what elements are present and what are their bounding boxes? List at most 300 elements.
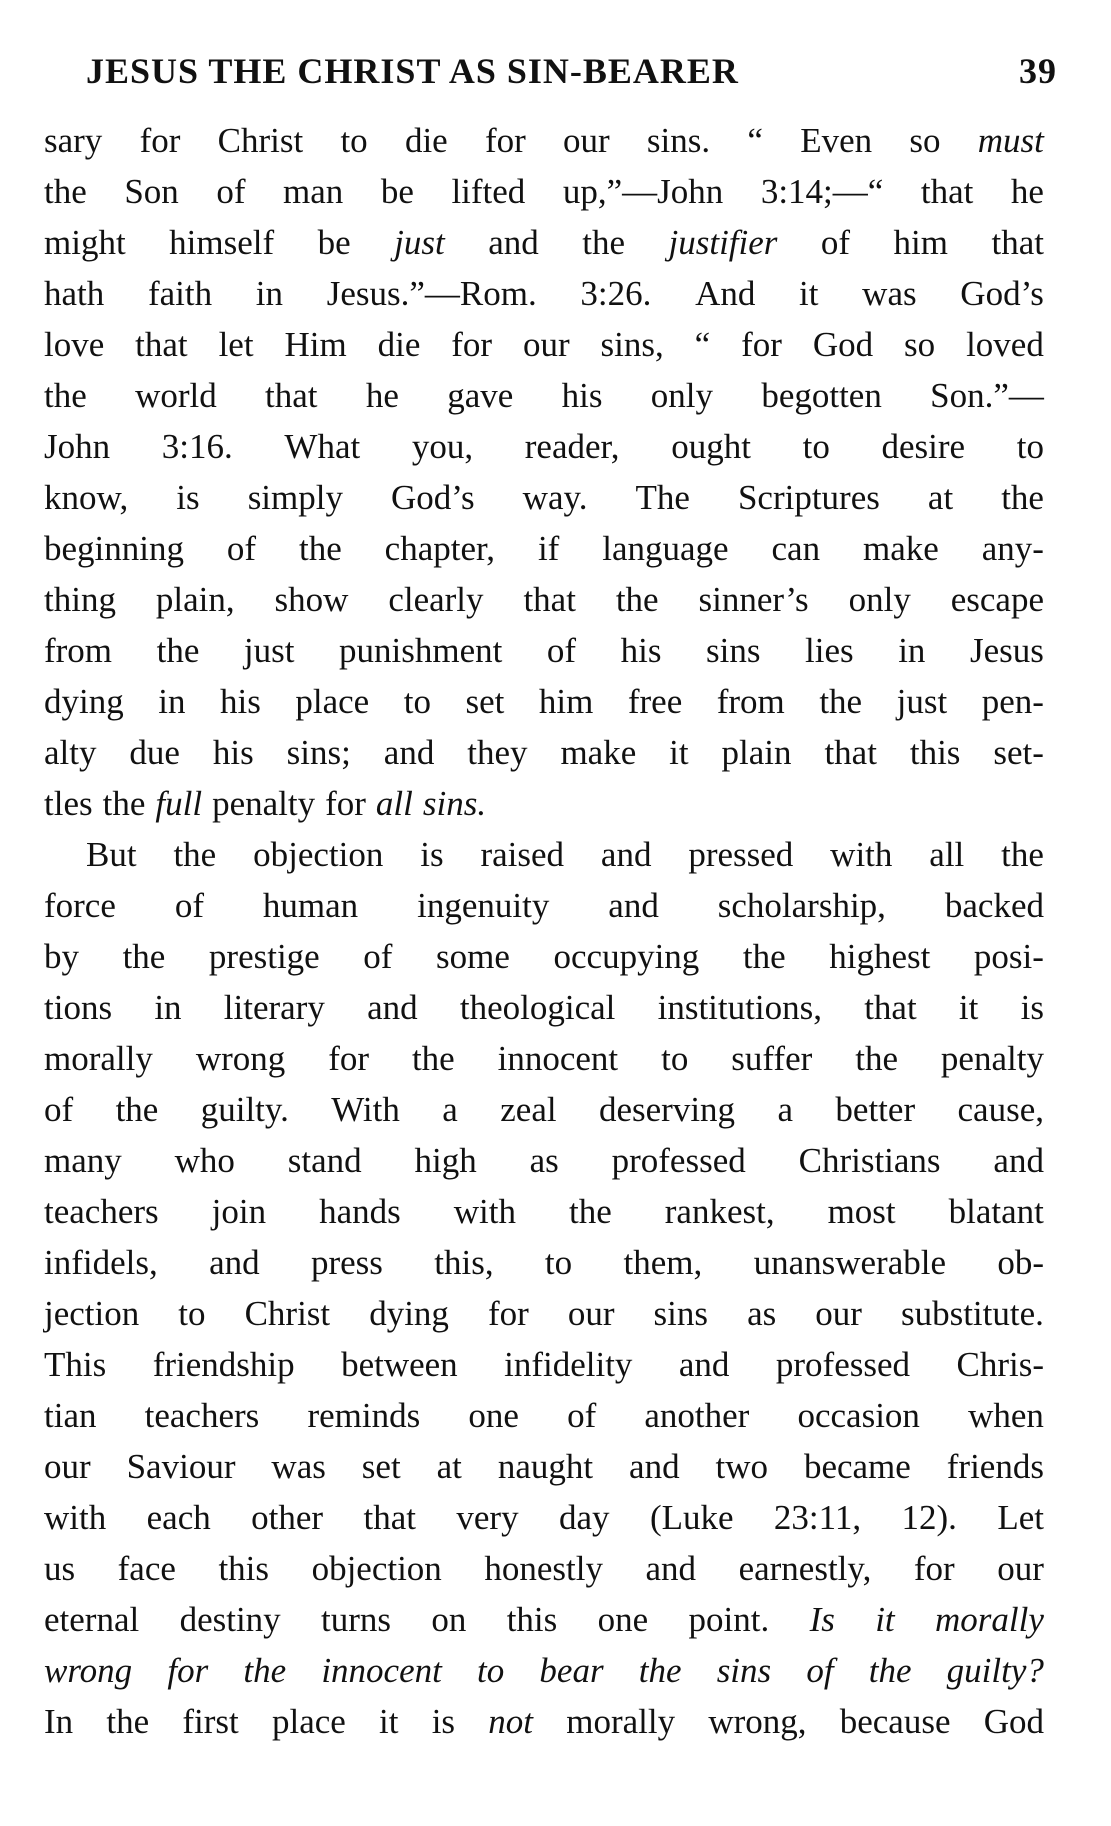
word: dying	[369, 1294, 449, 1333]
word: guilty?	[946, 1651, 1044, 1690]
word: teachers	[44, 1192, 159, 1231]
word: sins.	[422, 784, 487, 823]
word: plain	[721, 733, 792, 772]
word: the	[638, 1651, 682, 1690]
word: objection	[311, 1549, 442, 1588]
word: set	[361, 1447, 401, 1486]
word: at	[927, 478, 954, 517]
word: in	[158, 682, 186, 721]
word: backed	[944, 886, 1044, 925]
word: rankest,	[664, 1192, 775, 1231]
word: and	[367, 988, 418, 1027]
word: God	[812, 325, 874, 364]
word: with	[453, 1192, 516, 1231]
word: just	[243, 631, 295, 670]
word: punishment	[339, 631, 503, 670]
word: sins	[716, 1651, 772, 1690]
word: ob-	[997, 1243, 1044, 1282]
word: hands	[319, 1192, 401, 1231]
body-text	[44, 115, 1044, 1747]
word: a	[442, 1090, 458, 1129]
word: friends	[946, 1447, 1044, 1486]
word: sins,	[600, 325, 664, 364]
word: gave	[447, 376, 514, 415]
word: must	[977, 121, 1044, 160]
word: that	[920, 172, 974, 211]
word: that	[864, 988, 917, 1027]
word: is	[431, 1702, 456, 1741]
word: cause,	[957, 1090, 1044, 1129]
word: each	[146, 1498, 211, 1537]
word: this	[909, 733, 961, 772]
word: in	[154, 988, 182, 1027]
word: to	[340, 121, 368, 160]
word: our	[563, 121, 610, 160]
word: wrong	[44, 1651, 133, 1690]
word: With	[331, 1090, 400, 1129]
text-line	[44, 778, 1044, 829]
word: and	[608, 886, 659, 925]
word: tles	[44, 784, 93, 823]
word: penalty	[940, 1039, 1044, 1078]
word: that	[991, 223, 1044, 262]
word: innocent	[321, 1651, 442, 1690]
word: it	[799, 274, 819, 313]
text-line	[44, 421, 1044, 472]
word: join	[211, 1192, 267, 1231]
word: What	[284, 427, 361, 466]
word: teachers	[144, 1396, 260, 1435]
word: the	[819, 682, 863, 721]
word: to	[477, 1651, 505, 1690]
word: “	[747, 121, 763, 160]
word: his	[220, 682, 261, 721]
book-page	[44, 30, 1057, 1747]
text-line	[44, 319, 1044, 370]
word: if	[537, 529, 560, 568]
word: he	[365, 376, 399, 415]
word: face	[117, 1549, 176, 1588]
word: zeal	[500, 1090, 557, 1129]
word: this	[218, 1549, 270, 1588]
word: make	[560, 733, 637, 772]
word: they	[467, 733, 528, 772]
word: to	[661, 1039, 689, 1078]
word: that	[265, 376, 318, 415]
word: Even	[800, 121, 873, 160]
word: guilty.	[200, 1090, 289, 1129]
word: highest	[829, 937, 931, 976]
text-line	[44, 1084, 1044, 1135]
word: to	[403, 682, 431, 721]
page-number: 39	[1019, 51, 1057, 91]
text-line	[44, 1186, 1044, 1237]
word: clearly	[388, 580, 484, 619]
word: morally	[934, 1600, 1044, 1639]
word: and	[488, 223, 539, 262]
word: him	[893, 223, 948, 262]
running-head	[44, 30, 1057, 91]
word: one	[597, 1600, 649, 1639]
word: sins	[706, 631, 761, 670]
word: who	[174, 1141, 235, 1180]
word: thing	[44, 580, 116, 619]
word: of	[216, 172, 246, 211]
word: them,	[623, 1243, 703, 1282]
word: first	[182, 1702, 239, 1741]
word: his	[561, 376, 603, 415]
word: love	[44, 325, 105, 364]
word: place	[295, 682, 370, 721]
text-line	[44, 931, 1044, 982]
word: be	[317, 223, 351, 262]
word: stand	[287, 1141, 362, 1180]
text-line	[44, 1543, 1044, 1594]
text-line	[44, 523, 1044, 574]
text-line	[44, 1390, 1044, 1441]
word: of	[820, 223, 851, 262]
word: only	[848, 580, 911, 619]
word: that	[824, 733, 877, 772]
word: alty	[44, 733, 97, 772]
word: one	[468, 1396, 519, 1435]
word: of	[174, 886, 204, 925]
word: Son	[124, 172, 179, 211]
word: Let	[997, 1498, 1044, 1537]
word: Him	[284, 325, 347, 364]
word: desire	[881, 427, 966, 466]
word: friendship	[152, 1345, 295, 1384]
text-line	[44, 472, 1044, 523]
word: his	[620, 631, 662, 670]
word: and	[600, 835, 652, 874]
word: this,	[434, 1243, 494, 1282]
word: between	[341, 1345, 458, 1384]
word: die	[377, 325, 421, 364]
word: two	[715, 1447, 769, 1486]
word: dying	[44, 682, 124, 721]
word: Christ	[217, 121, 304, 160]
word: the	[1001, 478, 1044, 517]
word: 3:16.	[161, 427, 233, 466]
word: beginning	[44, 529, 184, 568]
word: and	[678, 1345, 730, 1384]
word: “	[694, 325, 711, 364]
word: of	[226, 529, 257, 568]
word: posi-	[973, 937, 1044, 976]
word: due	[129, 733, 180, 772]
word: know,	[44, 478, 129, 517]
word: on	[431, 1600, 467, 1639]
word: for	[484, 121, 526, 160]
word: innocent	[497, 1039, 619, 1078]
word: the	[102, 784, 146, 823]
word: set-	[993, 733, 1044, 772]
word: honestly	[484, 1549, 603, 1588]
word: pressed	[688, 835, 794, 874]
word: reader,	[524, 427, 620, 466]
word: hath	[44, 274, 105, 313]
word: our	[997, 1549, 1044, 1588]
word: for	[487, 1294, 529, 1333]
word: morally	[44, 1039, 153, 1078]
word: some	[436, 937, 510, 976]
word: of	[363, 937, 393, 976]
word: with	[830, 835, 893, 874]
word: morally	[566, 1702, 676, 1741]
word: of	[806, 1651, 834, 1690]
word: Jesus.”—Rom.	[326, 274, 537, 313]
word: sins	[653, 1294, 709, 1333]
word: any-	[981, 529, 1044, 568]
word: And	[695, 274, 756, 313]
text-line	[44, 574, 1044, 625]
word: justifier	[668, 223, 778, 262]
word: 12).	[901, 1498, 957, 1537]
word: language	[602, 529, 729, 568]
word: chapter,	[384, 529, 496, 568]
word: force	[44, 886, 116, 925]
word: unanswerable	[753, 1243, 946, 1282]
word: earnestly,	[738, 1549, 872, 1588]
word: it	[379, 1702, 399, 1741]
word: all	[375, 784, 413, 823]
word: begotten	[761, 376, 882, 415]
word: for	[328, 1039, 369, 1078]
word: ought	[671, 427, 751, 466]
word: not	[488, 1702, 533, 1741]
text-line	[44, 1696, 1044, 1747]
word: the	[868, 1651, 912, 1690]
word: when	[968, 1396, 1044, 1435]
word: objection	[253, 835, 384, 874]
word: place	[271, 1702, 346, 1741]
word: most	[827, 1192, 896, 1231]
word: blatant	[948, 1192, 1044, 1231]
word: the	[411, 1039, 455, 1078]
word: Christians	[798, 1141, 941, 1180]
word: because	[839, 1702, 951, 1741]
word: and	[629, 1447, 680, 1486]
word: our	[815, 1294, 862, 1333]
word: and	[993, 1141, 1044, 1180]
word: institutions,	[657, 988, 822, 1027]
word: became	[803, 1447, 911, 1486]
word: ingenuity	[417, 886, 550, 925]
word: at	[436, 1447, 462, 1486]
word: himself	[169, 223, 275, 262]
word: penalty	[212, 784, 316, 823]
word: with	[44, 1498, 107, 1537]
word: this	[506, 1600, 558, 1639]
word: 23:11,	[773, 1498, 862, 1537]
text-line	[44, 217, 1044, 268]
word: God	[983, 1702, 1044, 1741]
text-line	[44, 1441, 1044, 1492]
word: set	[465, 682, 505, 721]
word: it	[958, 988, 979, 1027]
word: plain,	[155, 580, 235, 619]
word: pen-	[981, 682, 1044, 721]
word: God’s	[391, 478, 475, 517]
word: for	[325, 784, 366, 823]
word: literary	[223, 988, 325, 1027]
word: the	[1001, 835, 1044, 874]
word: so	[904, 325, 936, 364]
word: destiny	[179, 1600, 281, 1639]
word: him	[538, 682, 594, 721]
word: theological	[459, 988, 616, 1027]
word: make	[863, 529, 939, 568]
text-line	[44, 1033, 1044, 1084]
word: the	[122, 937, 166, 976]
word: suffer	[731, 1039, 813, 1078]
word: in	[255, 274, 284, 313]
word: escape	[950, 580, 1044, 619]
word: to	[544, 1243, 573, 1282]
word: sins;	[286, 733, 351, 772]
text-line	[44, 370, 1044, 421]
word: the	[298, 529, 342, 568]
word: loved	[966, 325, 1044, 364]
word: he	[1010, 172, 1044, 211]
word: jection	[44, 1294, 140, 1333]
text-line	[44, 676, 1044, 727]
word: naught	[497, 1447, 594, 1486]
word: professed	[611, 1141, 746, 1180]
text-line	[44, 982, 1044, 1033]
word: wrong	[195, 1039, 286, 1078]
word: the	[855, 1039, 898, 1078]
word: show	[274, 580, 349, 619]
word: is	[420, 835, 444, 874]
word: infidelity	[504, 1345, 633, 1384]
word: to	[178, 1294, 206, 1333]
text-line	[44, 1339, 1044, 1390]
word: Chris-	[956, 1345, 1044, 1384]
word: very	[456, 1498, 519, 1537]
word: press	[310, 1243, 383, 1282]
word: our	[522, 325, 570, 364]
word: his	[212, 733, 254, 772]
word: for	[741, 325, 782, 364]
text-line	[44, 1594, 1044, 1645]
word: the	[44, 172, 87, 211]
word: was	[271, 1447, 326, 1486]
word: high	[414, 1141, 477, 1180]
word: can	[771, 529, 821, 568]
word: is	[176, 478, 200, 517]
word: the	[568, 1192, 612, 1231]
text-line	[44, 1288, 1044, 1339]
word: scholarship,	[717, 886, 886, 925]
text-line	[44, 829, 1044, 880]
word: and	[383, 733, 435, 772]
word: turns	[321, 1600, 392, 1639]
word: Jesus	[969, 631, 1044, 670]
word: the	[173, 835, 217, 874]
word: was	[862, 274, 917, 313]
word: day	[558, 1498, 610, 1537]
word: 3:26.	[580, 274, 652, 313]
word: full	[155, 784, 203, 823]
word: for	[451, 325, 493, 364]
word: to	[1016, 427, 1044, 466]
word: Son.”—	[930, 376, 1044, 415]
text-line	[44, 1492, 1044, 1543]
word: is	[1020, 988, 1044, 1027]
word: other	[251, 1498, 324, 1537]
word: occasion	[797, 1396, 920, 1435]
word: prestige	[208, 937, 320, 976]
text-line	[44, 625, 1044, 676]
text-line	[44, 727, 1044, 778]
word: for	[913, 1549, 955, 1588]
word: In	[44, 1702, 74, 1741]
word: just	[896, 682, 948, 721]
word: way.	[522, 478, 588, 517]
word: sins.	[646, 121, 711, 160]
word: occupying	[553, 937, 700, 976]
word: infidels,	[44, 1243, 158, 1282]
text-line	[44, 166, 1044, 217]
word: many	[44, 1141, 122, 1180]
word: substitute.	[900, 1294, 1044, 1333]
word: the	[742, 937, 786, 976]
word: the	[156, 631, 200, 670]
word: the	[243, 1651, 287, 1690]
word: But	[86, 835, 137, 874]
word: The	[635, 478, 690, 517]
word: professed	[775, 1345, 911, 1384]
word: wrong,	[708, 1702, 807, 1741]
word: tian	[44, 1396, 97, 1435]
word: to	[802, 427, 830, 466]
word: man	[283, 172, 344, 211]
word: that	[523, 580, 576, 619]
word: sary	[44, 121, 103, 160]
word: Scriptures	[737, 478, 880, 517]
word: This	[44, 1345, 107, 1384]
word: sinner’s	[698, 580, 809, 619]
word: our	[567, 1294, 615, 1333]
word: world	[135, 376, 217, 415]
text-line	[44, 1135, 1044, 1186]
word: from	[44, 631, 113, 670]
word: faith	[147, 274, 213, 313]
word: Saviour	[126, 1447, 236, 1486]
word: in	[898, 631, 926, 670]
text-line	[44, 268, 1044, 319]
word: as	[529, 1141, 559, 1180]
word: another	[644, 1396, 750, 1435]
word: let	[218, 325, 254, 364]
word: of	[567, 1396, 597, 1435]
word: the	[44, 376, 87, 415]
word: be	[380, 172, 414, 211]
word: bear	[539, 1651, 604, 1690]
word: reminds	[307, 1396, 421, 1435]
word: point.	[688, 1600, 770, 1639]
text-line	[44, 1645, 1044, 1696]
word: John	[44, 427, 111, 466]
word: and	[209, 1243, 260, 1282]
word: eternal	[44, 1600, 140, 1639]
word: tions	[44, 988, 113, 1027]
word: all	[929, 835, 965, 874]
word: you,	[411, 427, 474, 466]
word: God’s	[960, 274, 1044, 313]
